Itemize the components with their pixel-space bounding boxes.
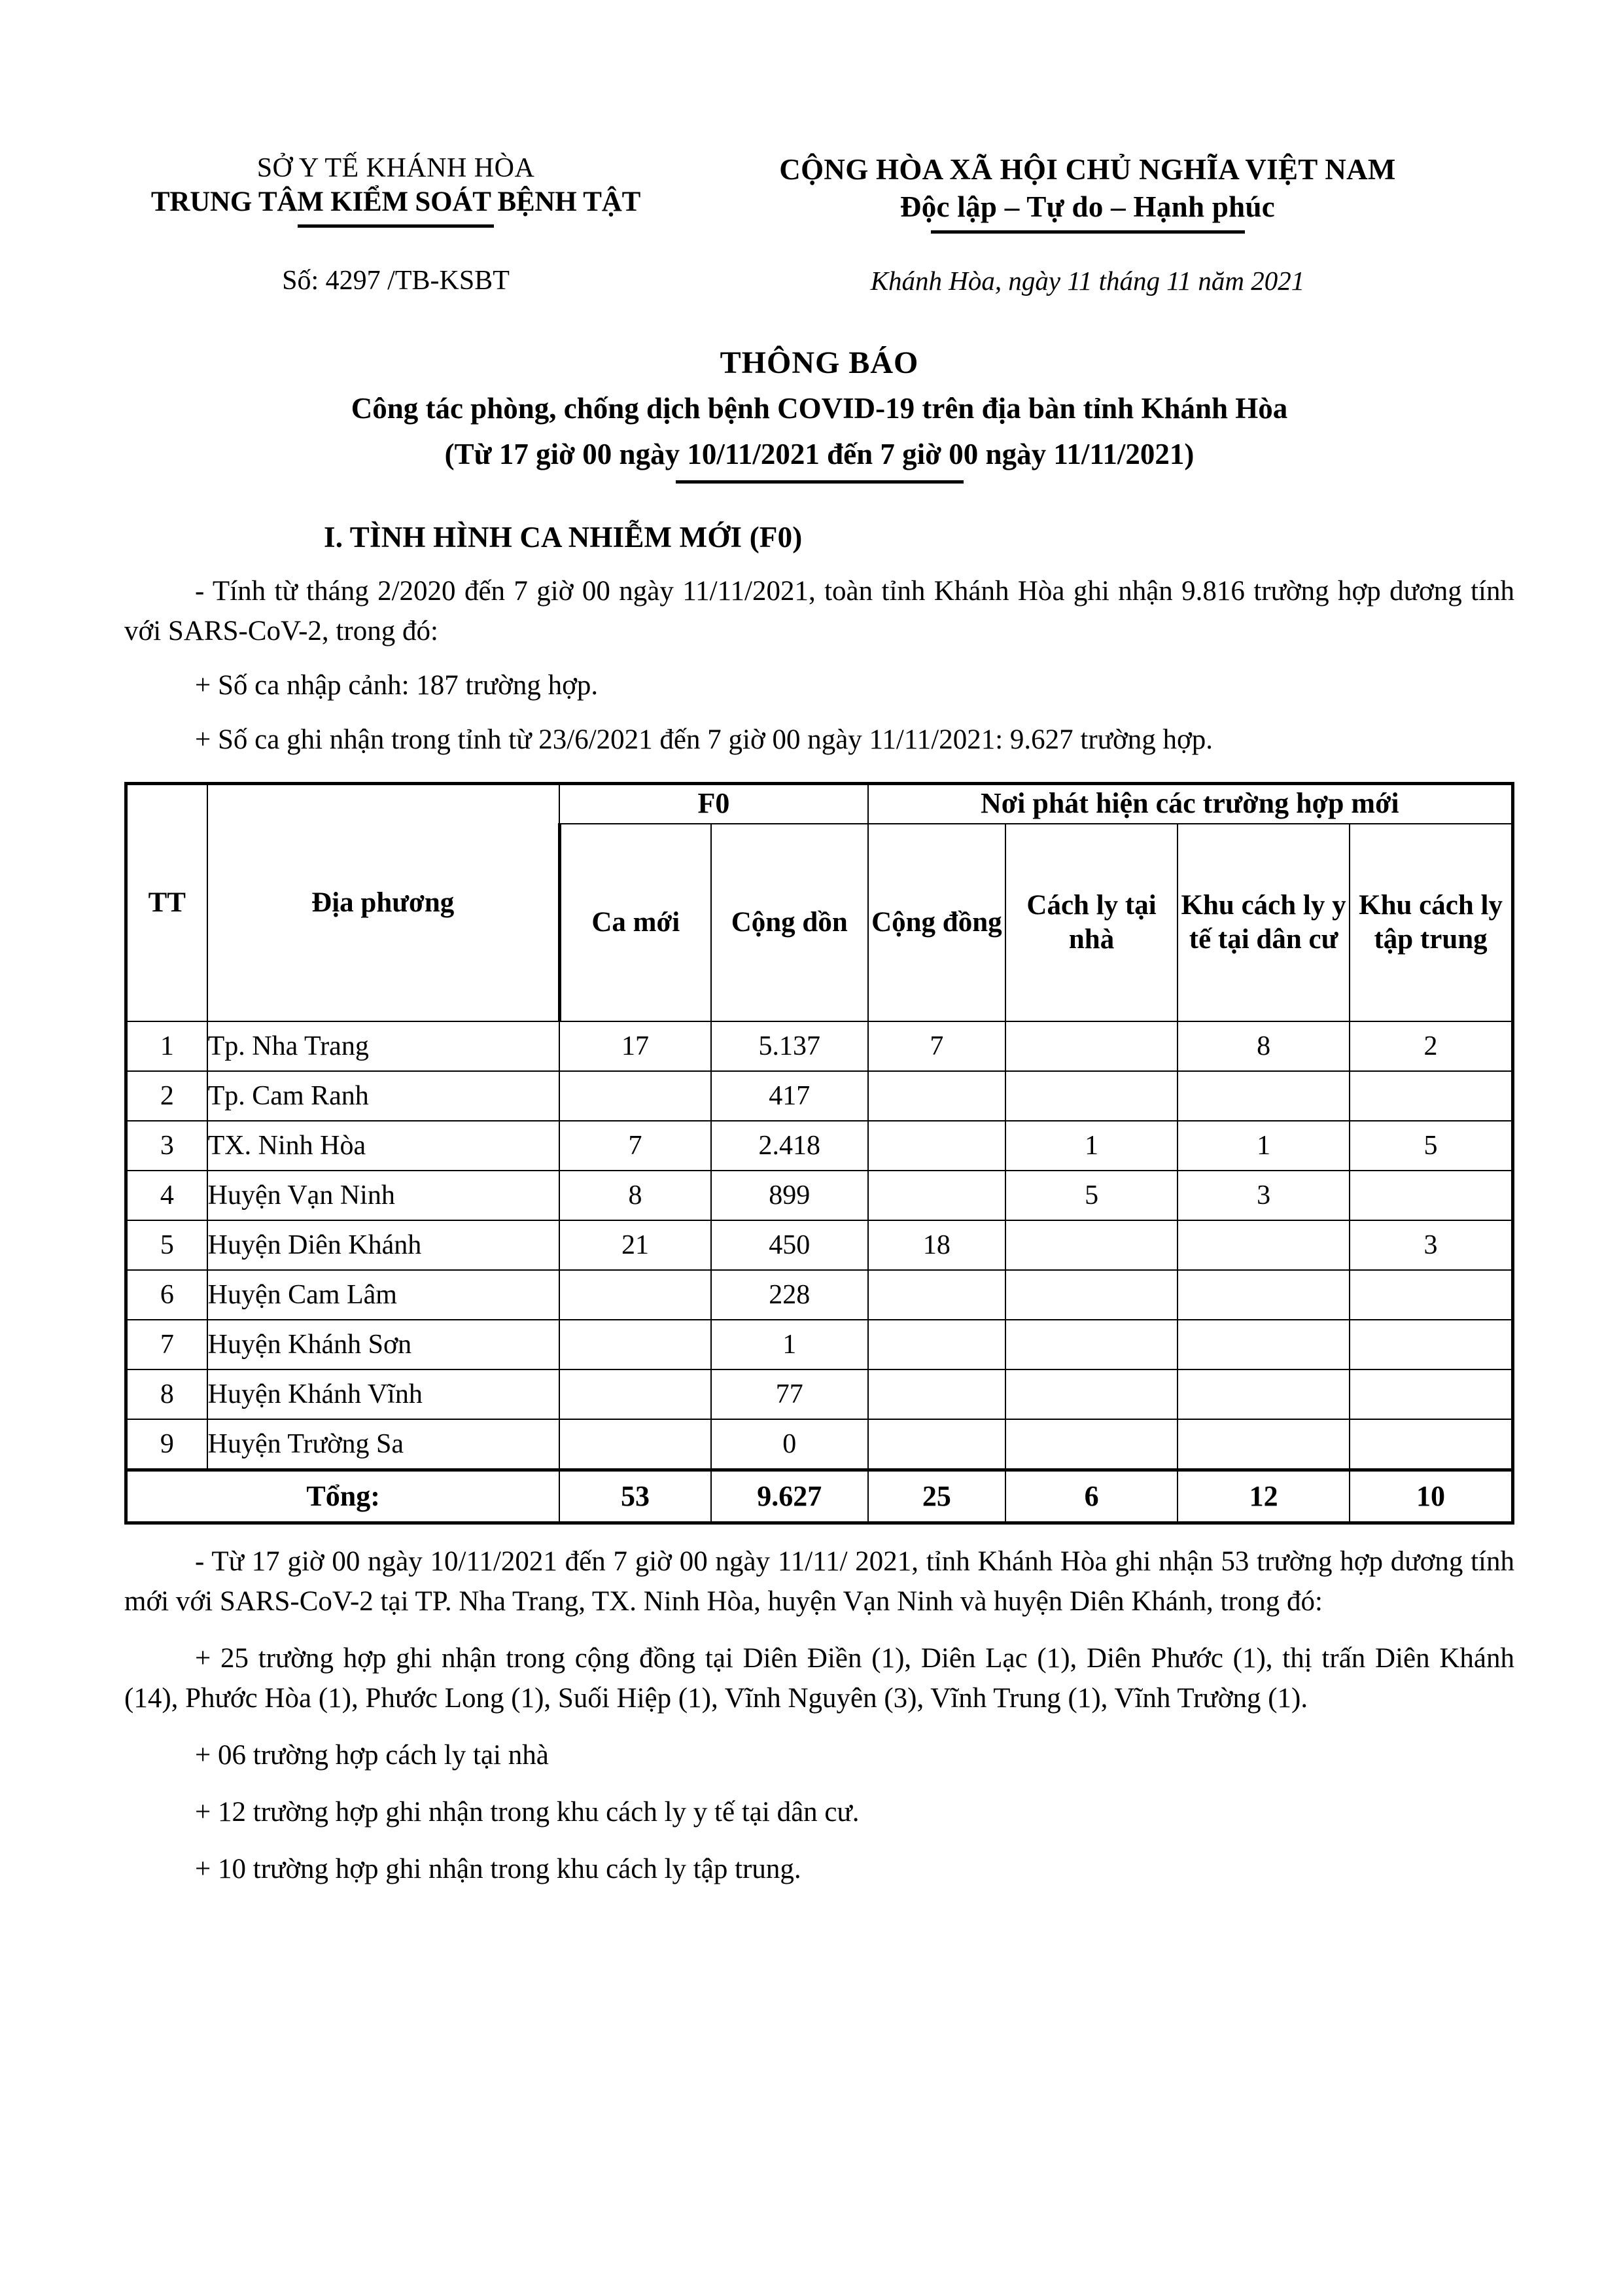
place-and-date: Khánh Hòa, ngày 11 tháng 11 năm 2021 [870, 266, 1305, 296]
row-zone-concentrated: 3 [1350, 1220, 1512, 1270]
national-motto: Độc lập – Tự do – Hạnh phúc [899, 190, 1276, 223]
total-zone-concentrated: 10 [1350, 1470, 1512, 1523]
row-zone-residential [1178, 1071, 1350, 1121]
header-community: Cộng đồng [868, 824, 1005, 1021]
total-new-cases: 53 [559, 1470, 710, 1523]
row-new-cases: 21 [559, 1220, 710, 1270]
letterhead [124, 152, 1514, 234]
table-row [126, 1021, 1513, 1071]
row-number: 1 [126, 1021, 207, 1071]
table-body [126, 1021, 1513, 1470]
title-divider [676, 480, 964, 484]
paragraph-period-summary: - Từ 17 giờ 00 ngày 10/11/2021 đến 7 giờ 00 ngày 11/11/ 2021, tỉnh Khánh Hòa ghi nhận 53 trường hợp dương tính mới với SARS-CoV-2 tại TP. Nha Trang, TX. Ninh Hòa, huyện Vạn Ninh và huyện Diên Khánh, trong đó: [124, 1545, 1514, 1617]
row-community: 7 [868, 1021, 1005, 1071]
row-number: 2 [126, 1071, 207, 1121]
paragraph-zone-concentrated-count: + 10 trường hợp ghi nhận trong khu cách ly tập trung. [195, 1854, 801, 1885]
row-zone-residential: 3 [1178, 1171, 1350, 1220]
row-number: 6 [126, 1270, 207, 1320]
row-community [868, 1171, 1005, 1220]
row-locality: Huyện Khánh Vĩnh [207, 1369, 560, 1419]
row-zone-concentrated [1350, 1419, 1512, 1470]
row-number: 7 [126, 1320, 207, 1369]
row-number: 4 [126, 1171, 207, 1220]
header-tt: TT [126, 783, 207, 1021]
row-community [868, 1121, 1005, 1171]
row-cumulative: 899 [711, 1171, 868, 1220]
row-home-quarantine [1005, 1021, 1178, 1071]
total-cumulative: 9.627 [711, 1470, 868, 1523]
total-label: Tổng: [126, 1470, 560, 1523]
row-new-cases [559, 1419, 710, 1470]
document-subtitle-line2: (Từ 17 giờ 00 ngày 10/11/2021 đến 7 giờ 00 ngày 11/11/2021) [444, 438, 1195, 471]
row-new-cases [559, 1320, 710, 1369]
row-cumulative: 228 [711, 1270, 868, 1320]
row-locality: Huyện Trường Sa [207, 1419, 560, 1470]
row-locality: Tp. Nha Trang [207, 1021, 560, 1071]
row-zone-residential: 8 [1178, 1021, 1350, 1071]
row-community [868, 1419, 1005, 1470]
row-number: 8 [126, 1369, 207, 1419]
org-divider [298, 224, 494, 228]
table-row [126, 1419, 1513, 1470]
row-locality: Huyện Vạn Ninh [207, 1171, 560, 1220]
row-home-quarantine [1005, 1320, 1178, 1369]
title-block [124, 344, 1514, 483]
row-new-cases [559, 1369, 710, 1419]
total-zone-residential: 12 [1178, 1470, 1350, 1523]
row-cumulative: 2.418 [711, 1121, 868, 1171]
row-zone-concentrated [1350, 1171, 1512, 1220]
row-zone-concentrated: 5 [1350, 1121, 1512, 1171]
paragraph-entry-cases: + Số ca nhập cảnh: 187 trường hợp. [195, 669, 599, 701]
row-community [868, 1270, 1005, 1320]
row-new-cases: 7 [559, 1121, 710, 1171]
row-zone-concentrated [1350, 1320, 1512, 1369]
total-community: 25 [868, 1470, 1005, 1523]
header-detection-group: Nơi phát hiện các trường hợp mới [868, 783, 1513, 824]
row-community [868, 1071, 1005, 1121]
row-number: 9 [126, 1419, 207, 1470]
row-new-cases: 8 [559, 1171, 710, 1220]
header-zone-residential: Khu cách ly y tế tại dân cư [1178, 824, 1350, 1021]
row-home-quarantine [1005, 1369, 1178, 1419]
country-name: CỘNG HÒA XÃ HỘI CHỦ NGHĨA VIỆT NAM [779, 153, 1396, 186]
row-cumulative: 5.137 [711, 1021, 868, 1071]
row-home-quarantine: 5 [1005, 1171, 1178, 1220]
row-cumulative: 450 [711, 1220, 868, 1270]
row-zone-concentrated [1350, 1369, 1512, 1419]
national-heading [654, 152, 1514, 234]
row-locality: Huyện Diên Khánh [207, 1220, 560, 1270]
paragraph-home-quarantine-count: + 06 trường hợp cách ly tại nhà [195, 1739, 549, 1771]
row-new-cases: 17 [559, 1021, 710, 1071]
row-home-quarantine: 1 [1005, 1121, 1178, 1171]
center-name: TRUNG TÂM KIỂM SOÁT BỆNH TẬT [150, 186, 641, 218]
table-row [126, 1220, 1513, 1270]
row-locality: Tp. Cam Ranh [207, 1071, 560, 1121]
document-subtitle-line1: Công tác phòng, chống dịch bệnh COVID-19 trên địa bàn tỉnh Khánh Hòa [351, 392, 1288, 425]
row-locality: Huyện Cam Lâm [207, 1270, 560, 1320]
header-home-quarantine: Cách ly tại nhà [1005, 824, 1178, 1021]
row-zone-residential [1178, 1220, 1350, 1270]
table-header-group-row [126, 783, 1513, 824]
paragraph-domestic-cases: + Số ca ghi nhận trong tỉnh từ 23/6/2021 đến 7 giờ 00 ngày 11/11/2021: 9.627 trường hợp. [195, 724, 1213, 755]
header-zone-concentrated: Khu cách ly tập trung [1350, 824, 1512, 1021]
paragraph-total-cases: - Tính từ tháng 2/2020 đến 7 giờ 00 ngày 11/11/2021, toàn tỉnh Khánh Hòa ghi nhận 9.816 trường hợp dương tính với SARS-CoV-2, trong đó: [124, 575, 1514, 646]
row-locality: TX. Ninh Hòa [207, 1121, 560, 1171]
row-zone-residential [1178, 1270, 1350, 1320]
header-f0-group: F0 [559, 783, 867, 824]
row-number: 3 [126, 1121, 207, 1171]
row-zone-concentrated [1350, 1270, 1512, 1320]
department-name: SỞ Y TẾ KHÁNH HÒA [256, 153, 535, 183]
row-new-cases [559, 1071, 710, 1121]
paragraph-community-breakdown: + 25 trường hợp ghi nhận trong cộng đồng tại Diên Điền (1), Diên Lạc (1), Diên Phước (1), thị trấn Diên Khánh (14), Phước Hòa (1), Phước Long (1), Suối Hiệp (1), Vĩnh Nguyên (3), Vĩnh Trung (1), Vĩnh Trường (1). [124, 1642, 1514, 1714]
row-home-quarantine [1005, 1071, 1178, 1121]
table-total-row [126, 1470, 1513, 1523]
row-community [868, 1320, 1005, 1369]
covid-statistics-table [124, 782, 1514, 1525]
table-row [126, 1171, 1513, 1220]
row-home-quarantine [1005, 1419, 1178, 1470]
row-cumulative: 417 [711, 1071, 868, 1121]
row-locality: Huyện Khánh Sơn [207, 1320, 560, 1369]
header-new-cases: Ca mới [559, 824, 710, 1021]
row-community [868, 1369, 1005, 1419]
table-row [126, 1071, 1513, 1121]
table-row [126, 1320, 1513, 1369]
section-heading-i: I. TÌNH HÌNH CA NHIỄM MỚI (F0) [324, 520, 803, 554]
total-home-quarantine: 6 [1005, 1470, 1178, 1523]
row-zone-residential: 1 [1178, 1121, 1350, 1171]
row-zone-residential [1178, 1320, 1350, 1369]
row-community: 18 [868, 1220, 1005, 1270]
table-row [126, 1121, 1513, 1171]
motto-divider [931, 230, 1245, 234]
document-content [124, 0, 1514, 1889]
document-number: Số: 4297 /TB-KSBT [282, 266, 510, 296]
document-number-row [124, 265, 1514, 296]
table-row [126, 1369, 1513, 1419]
row-zone-residential [1178, 1369, 1350, 1419]
row-zone-concentrated: 2 [1350, 1021, 1512, 1071]
header-locality: Địa phương [207, 783, 560, 1021]
row-zone-concentrated [1350, 1071, 1512, 1121]
row-zone-residential [1178, 1419, 1350, 1470]
table-row [126, 1270, 1513, 1320]
row-home-quarantine [1005, 1270, 1178, 1320]
header-cumulative: Cộng dồn [711, 824, 868, 1021]
issuing-organization [124, 152, 654, 228]
row-cumulative: 0 [711, 1419, 868, 1470]
row-new-cases [559, 1270, 710, 1320]
row-cumulative: 77 [711, 1369, 868, 1419]
row-home-quarantine [1005, 1220, 1178, 1270]
document-type-title: THÔNG BÁO [720, 345, 919, 381]
row-cumulative: 1 [711, 1320, 868, 1369]
row-number: 5 [126, 1220, 207, 1270]
paragraph-zone-residential-count: + 12 trường hợp ghi nhận trong khu cách ly y tế tại dân cư. [195, 1797, 860, 1828]
